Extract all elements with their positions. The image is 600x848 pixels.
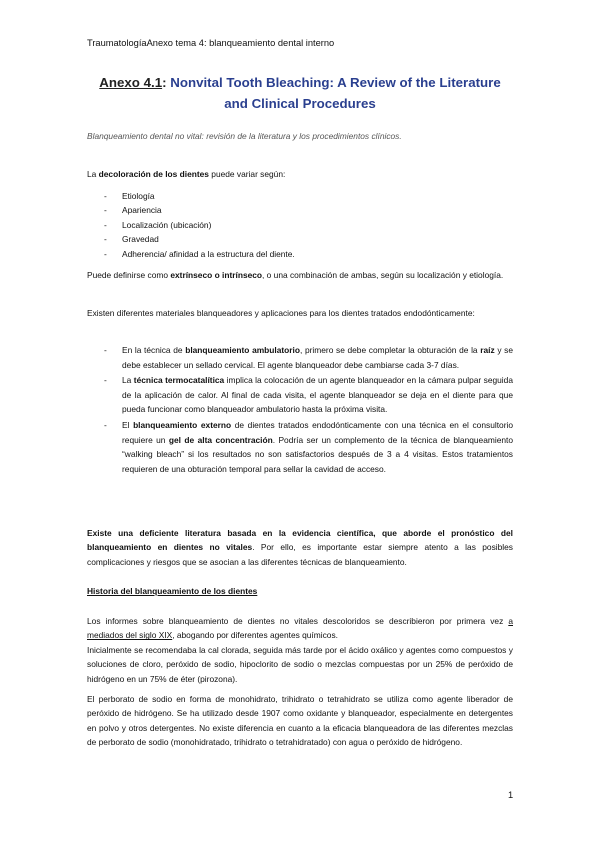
- list-item: - Gravedad: [104, 232, 295, 246]
- technique-list: [104, 343, 513, 477]
- p3-bold: Existe una deficiente literatura basada en la evidencia científica, que aborde el pronóstico del blanqueamiento en dientes no vitales: [87, 528, 513, 553]
- t1-bold2: raíz: [480, 345, 495, 355]
- history-heading: Historia del blanqueamiento de los dientes: [87, 586, 258, 596]
- t2-a: La: [122, 375, 134, 386]
- paragraph-materials: Existen diferentes materiales blanqueadores y aplicaciones para los dientes tratados endodónticamente:: [87, 308, 475, 318]
- t3-bold2: gel de alta concentración: [168, 434, 273, 445]
- p4-b: , abogando por diferentes agentes químicos.: [172, 630, 338, 641]
- title-prefix: Anexo 4.1: [99, 75, 163, 90]
- list-item: - Localización (ubicación): [104, 218, 295, 232]
- list-item: - Etiología: [104, 189, 295, 203]
- p4-underlined: a mediados del siglo XIX: [87, 616, 513, 641]
- t3-d: . Podría ser un complemento de la técnica de blanqueamiento “walking bleach” si los resultados no son satisfactorios después de 3 a 4 visitas. Estos tratamientos requieren de una obturación temporal para sellar la cavidad de acceso.: [122, 434, 513, 474]
- title-line2: and Clinical Procedures: [224, 96, 376, 111]
- t3-c: de dientes tratados endodónticamente con una técnica en el consultorio requiere un: [122, 419, 514, 445]
- lead-bold: decoloración de los dientes: [98, 169, 209, 179]
- page-header: TraumatologíaAnexo tema 4: blanqueamiento dental interno: [87, 38, 335, 48]
- list-item: - Adherencia/ afinidad a la estructura del diente.: [104, 247, 295, 261]
- title-colon: :: [162, 75, 171, 90]
- subtitle: Blanqueamiento dental no vital: revisión de la literatura y los procedimientos clínicos.: [87, 131, 402, 141]
- paragraph-history: [87, 614, 513, 686]
- paragraph-evidence: [87, 526, 513, 569]
- p1-text-b: , o una combinación de ambas, según su localización y etiología.: [262, 270, 504, 280]
- p1-bold: extrínseco o intrínseco: [170, 270, 263, 280]
- list-item: [104, 343, 513, 372]
- list-item: [104, 373, 513, 417]
- title-line1: Nonvital Tooth Bleaching: A Review of the Literature: [170, 75, 501, 90]
- lead-paragraph: [87, 167, 513, 181]
- p4-a: Los informes sobre blanqueamiento de dientes no vitales descoloridos se describieron por primera vez: [87, 616, 509, 626]
- list-item: [104, 418, 513, 476]
- t1-a: En la técnica de: [122, 345, 186, 355]
- t2-c: implica la colocación de un agente blanqueador en la cámara pulpar seguida de la aplicación de calor. Al final de cada visita, el agente blanqueador se deja en el diente para que pueda funcionar como blanqueador ambulatorio hasta la próxima visita.: [122, 375, 513, 415]
- t3-a: El: [122, 419, 134, 430]
- paragraph-perborate: El perborato de sodio en forma de monohidrato, trihidrato o tetrahidrato se utiliza como agente liberador de peróxido de hidrógeno. Se ha utilizado desde 1907 como oxidante y blanqueador, especialmente en detergentes en polvo y otros detergentes. No existe diferencia en cuanto a la eficacia blanqueadora de las diferentes mezclas de perborato de sodio (monohidratado, trihidrato o tetrahidratado) con agua o peróxido de hidrógeno.: [87, 694, 513, 748]
- t1-bold1: blanqueamiento ambulatorio: [185, 345, 300, 355]
- list-item: - Apariencia: [104, 203, 295, 217]
- page-number: 1: [508, 790, 514, 800]
- t2-bold1: técnica termocatalítica: [133, 375, 225, 386]
- t1-d: y se debe establecer un sellado cervical. El agente blanqueador debe cambiarse cada 3-7 días.: [122, 345, 513, 370]
- p4-c: Inicialmente se recomendaba la cal clorada, seguida más tarde por el ácido oxálico y agentes como compuestos y soluciones de cloro, peróxido de sodio, hipoclorito de sodio o mezclas compuestas por un 25% de peróxido de hidrógeno en un 75% de éter (pirozona).: [87, 644, 513, 684]
- factor-list: [104, 189, 295, 261]
- p1-text-a: Puede definirse como: [87, 270, 171, 280]
- lead-pre: La: [87, 169, 99, 179]
- paragraph-definition: [87, 268, 513, 282]
- t1-c: , primero se debe completar la obturación de la: [300, 345, 481, 355]
- t3-bold1: blanqueamiento externo: [133, 419, 232, 430]
- lead-post: puede variar según:: [208, 169, 286, 179]
- p3-rest: . Por ello, es importante estar siempre atento a las posibles complicaciones y riesgos que se asocian a las diferentes técnicas de blanqueamiento.: [87, 542, 513, 567]
- document-title: [80, 72, 520, 114]
